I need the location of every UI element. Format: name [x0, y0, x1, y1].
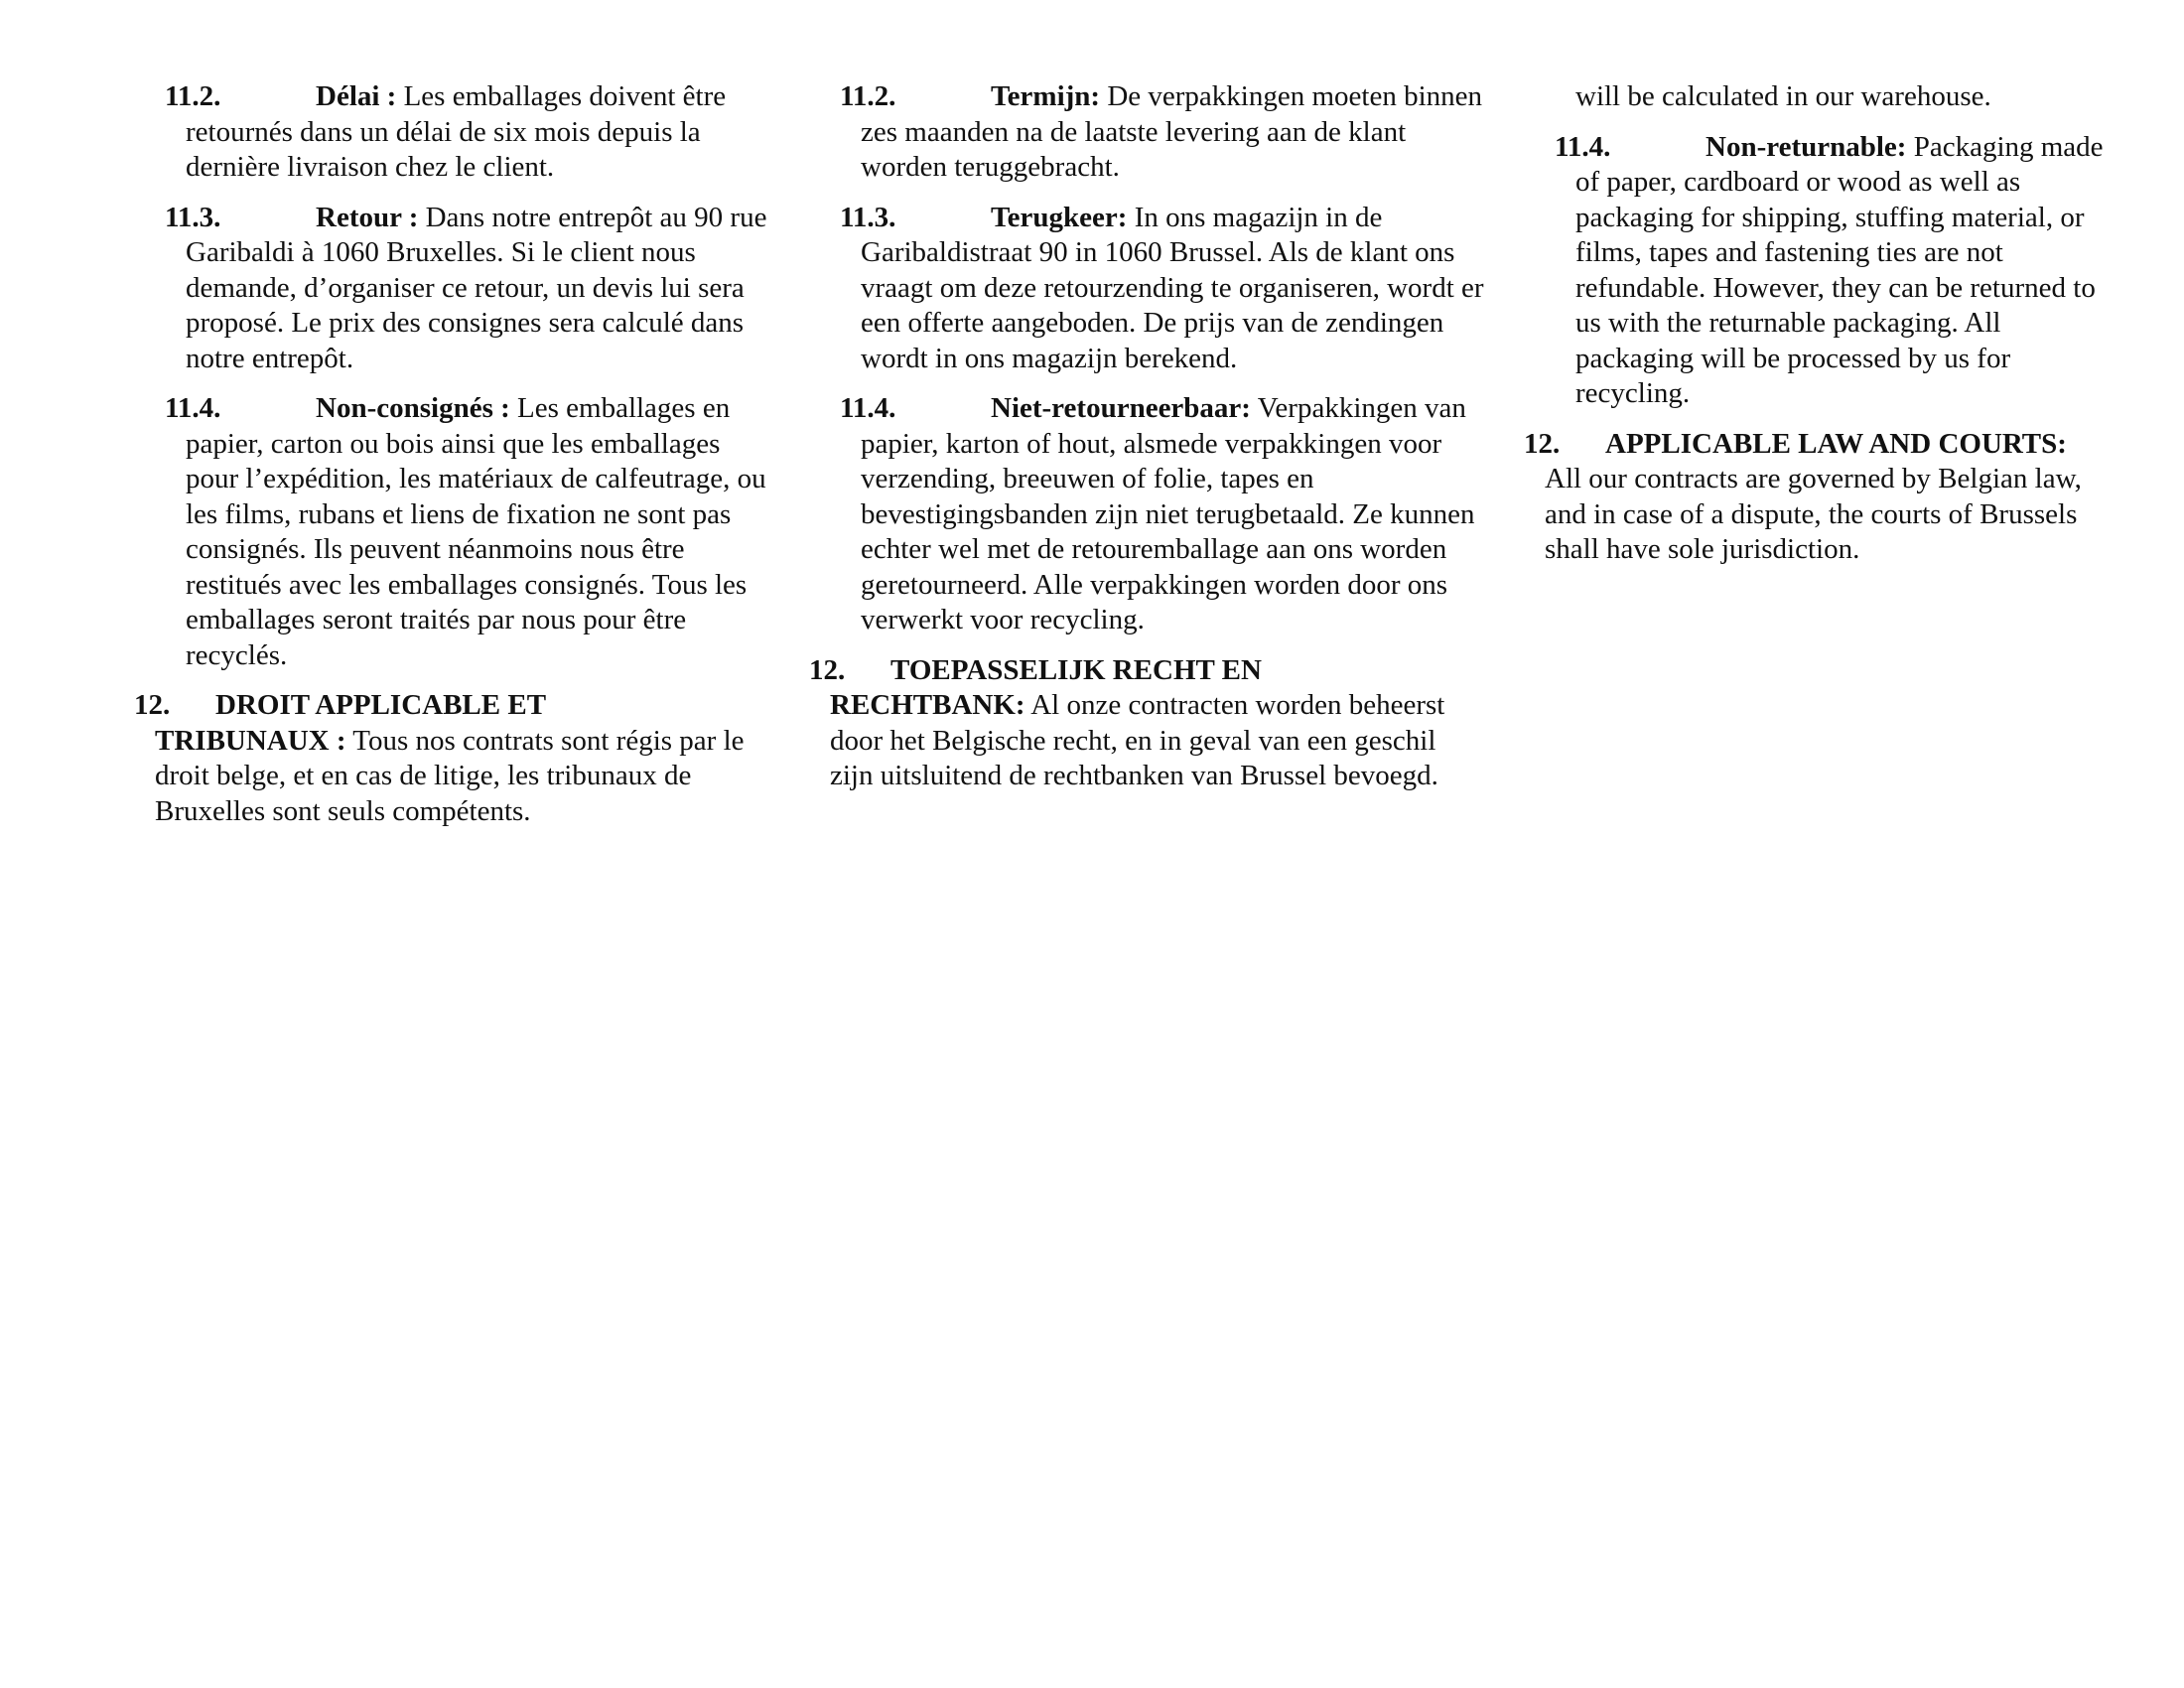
clause-heading: Niet-retourneerbaar:: [991, 392, 1251, 424]
section-text: Al onze contracten worden beheerst door het Belgische recht, en in geval van een geschil zijn uitsluitend de rechtbanken van Brussel bevoegd.: [830, 689, 1445, 791]
clause-heading: Retour :: [316, 201, 419, 233]
clause-text: In ons magazijn in de Garibaldistraat 90 in 1060 Brussel. Als de klant ons vraagt om deze retourzending te organiseren, wordt er een offerte aangeboden. De prijs van de zendingen wordt in ons magazijn berekend.: [861, 201, 1484, 374]
clause-11-3-en-continued: will be calculated in our warehouse.: [1575, 80, 1991, 112]
clause-11-2-fr: [134, 79, 769, 186]
clause-number: 11.4.: [165, 392, 221, 424]
clause-11-4-nl: [809, 391, 1484, 638]
section-12-en: [1524, 427, 2119, 568]
clause-heading: Termijn:: [991, 80, 1101, 112]
section-12-fr: [134, 688, 769, 829]
clause-text: Les emballages en papier, carton ou bois ainsi que les emballages pour l’expédition, les matériaux de calfeutrage, ou les films, rubans et liens de fixation ne sont pas consignés. Ils peuvent néanmoins nous être restitués avec les emballages consignés. Tous les emballages seront traités par nous pour être recyclés.: [186, 392, 766, 671]
section-text: All our contracts are governed by Belgian law, and in case of a dispute, the courts of Brussels shall have sole jurisdiction.: [1545, 463, 2082, 565]
section-heading-cont: TRIBUNAUX :: [155, 724, 346, 757]
clause-text: Dans notre entrepôt au 90 rue Garibaldi à 1060 Bruxelles. Si le client nous demande, d’organiser ce retour, un devis lui sera proposé. Le prix des consignes sera calculé dans notre entrepôt.: [186, 201, 767, 374]
clause-text: Les emballages doivent être retournés dans un délai de six mois depuis la dernière livraison chez le client.: [186, 80, 727, 183]
clause-11-4-en: [1524, 130, 2119, 412]
clause-text: Verpakkingen van papier, karton of hout, alsmede verpakkingen voor verzending, breeuwen of folie, tapes en bevestigingsbanden zijn niet terugbetaald. Ze kunnen echter wel met de retouremballage aan ons worden geretourneerd. Alle verpakkingen worden door ons verwerkt voor recycling.: [861, 392, 1475, 635]
section-number: 12.: [134, 689, 171, 721]
clause-number: 11.2.: [840, 80, 896, 112]
clause-number: 11.4.: [1555, 130, 1611, 163]
column-dutch: [809, 79, 1484, 809]
clause-11-4-fr: [134, 391, 769, 673]
clause-number: 11.3.: [165, 201, 221, 233]
clause-heading: Non-returnable:: [1706, 130, 1907, 163]
clause-heading: Délai :: [316, 80, 397, 112]
section-heading-cont: RECHTBANK:: [830, 689, 1025, 721]
clause-text: Packaging made of paper, cardboard or wood as well as packaging for shipping, stuffing material, or films, tapes and fastening ties are not refundable. However, they can be returned to us with the returnable packaging. All packaging will be processed by us for recycling.: [1575, 130, 2104, 409]
clause-11-3-fr: [134, 201, 769, 377]
section-heading: TOEPASSELIJK RECHT EN: [890, 653, 1262, 686]
column-english: [1524, 79, 2119, 583]
section-number: 12.: [809, 653, 846, 686]
section-12-nl: [809, 653, 1484, 794]
clause-number: 11.3.: [840, 201, 896, 233]
column-french: [134, 79, 769, 844]
clause-11-3-nl: [809, 201, 1484, 377]
section-heading: APPLICABLE LAW AND COURTS:: [1605, 427, 2067, 460]
section-number: 12.: [1524, 427, 1561, 460]
section-heading: DROIT APPLICABLE ET: [215, 689, 547, 721]
clause-text: De verpakkingen moeten binnen zes maanden na de laatste levering aan de klant worden teruggebracht.: [861, 80, 1483, 183]
clause-heading: Terugkeer:: [991, 201, 1128, 233]
clause-11-2-nl: [809, 79, 1484, 186]
section-text: Tous nos contrats sont régis par le droit belge, et en cas de litige, les tribunaux de Bruxelles sont seuls compétents.: [155, 724, 745, 827]
clause-heading: Non-consignés :: [316, 392, 510, 424]
clause-number: 11.2.: [165, 80, 221, 112]
clause-number: 11.4.: [840, 392, 896, 424]
